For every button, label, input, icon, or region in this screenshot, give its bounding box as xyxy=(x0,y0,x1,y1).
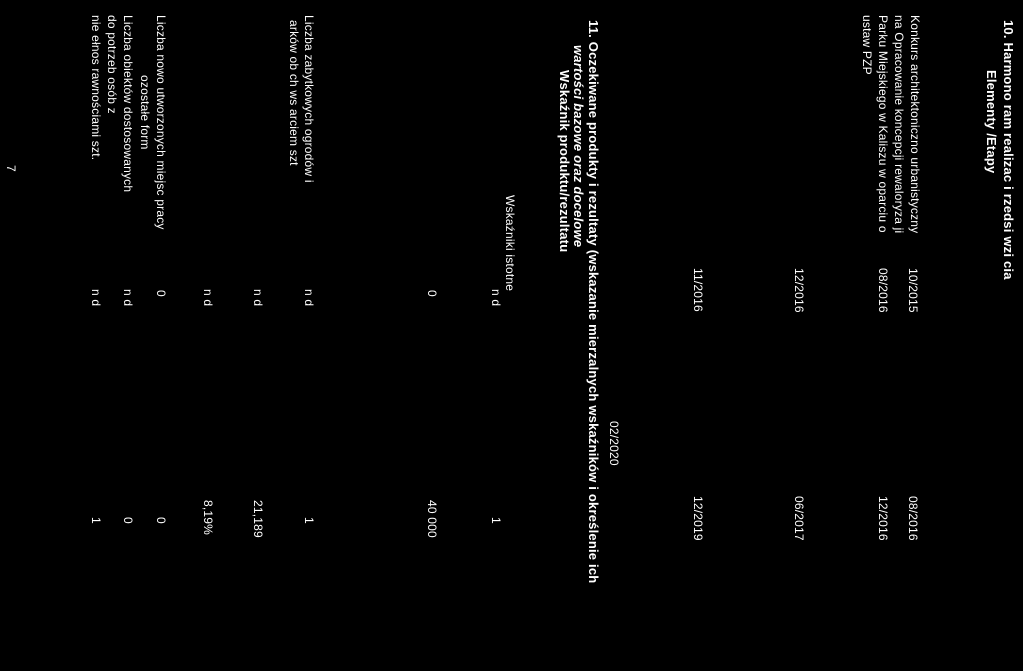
table-row-label: Liczba obiektów dostosowanych xyxy=(121,15,135,193)
schedule-date: 12/2019 xyxy=(691,496,705,541)
table-cell-target: 0 xyxy=(121,517,135,524)
schedule-date: 12/2016 xyxy=(876,496,890,541)
table-header-base: n d xyxy=(489,289,503,307)
schedule-date: 12/2016 xyxy=(792,268,806,313)
table-cell-target: 8,19% xyxy=(201,500,215,536)
page-number: 7 xyxy=(4,165,18,172)
table-cell-target: 40 000 xyxy=(425,500,439,538)
schedule-date: 08/2016 xyxy=(906,496,920,541)
table-cell-target: 1 xyxy=(302,517,316,524)
section-11-title-line: wartości bazowe oraz docelowe xyxy=(571,45,586,248)
table-cell-base: n d xyxy=(89,289,103,307)
section-10-subtitle: Elementy /Etapy xyxy=(984,70,999,174)
table-cell-base: n d xyxy=(201,289,215,307)
section-10-title: 10. Harmono ram realizac i rzedsi wzi cia xyxy=(1001,20,1016,280)
table-row-label: arków ob ch ws arciem szt xyxy=(287,20,301,166)
table-cell-base: n d xyxy=(251,289,265,307)
table-cell-base: 0 xyxy=(425,290,439,297)
table-cell-target: 1 xyxy=(89,517,103,524)
table-cell-target: 21,189 xyxy=(251,500,265,538)
table-header: Wskaźniki istotne xyxy=(503,195,517,292)
table-cell-base: n d xyxy=(302,289,316,307)
table-cell-base: n d xyxy=(121,289,135,307)
task-name-line: ustaw PZP xyxy=(860,15,874,75)
table-row-label: Liczba nowo utworzonych miejsc pracy xyxy=(154,15,168,230)
table-row-label: do potrzeb osób z xyxy=(105,15,119,114)
table-row-label: Liczba zabytkowych ogrodów i xyxy=(302,15,316,183)
schedule-date: 02/2020 xyxy=(607,421,621,466)
section-11-title-line: 11. Oczekiwane produkty i rezultaty (wskazanie mierzalnych wskaźników i określenie ich xyxy=(586,20,601,584)
table-row-label: ozostałe form xyxy=(138,75,152,150)
task-name-line: Konkurs architektoniczno urbanistyczny xyxy=(908,15,922,234)
task-name-line: na Opracowanie koncepcji rewaloryza ji xyxy=(892,15,906,234)
table-cell-base: 0 xyxy=(154,290,168,297)
schedule-date: 06/2017 xyxy=(792,496,806,541)
section-11-title-line: Wskaźnik produktu/rezultatu xyxy=(557,70,572,253)
schedule-date: 11/2016 xyxy=(691,268,705,312)
table-header-target: 1 xyxy=(489,517,503,524)
task-name-line: Parku Miejskiego w Kaliszu w oparciu o xyxy=(876,15,890,233)
table-row-label: nie ełnos rawnościami szt. xyxy=(89,15,103,161)
table-cell-target: 0 xyxy=(154,517,168,524)
schedule-date: 08/2016 xyxy=(876,268,890,313)
schedule-date: 10/2015 xyxy=(906,268,920,313)
